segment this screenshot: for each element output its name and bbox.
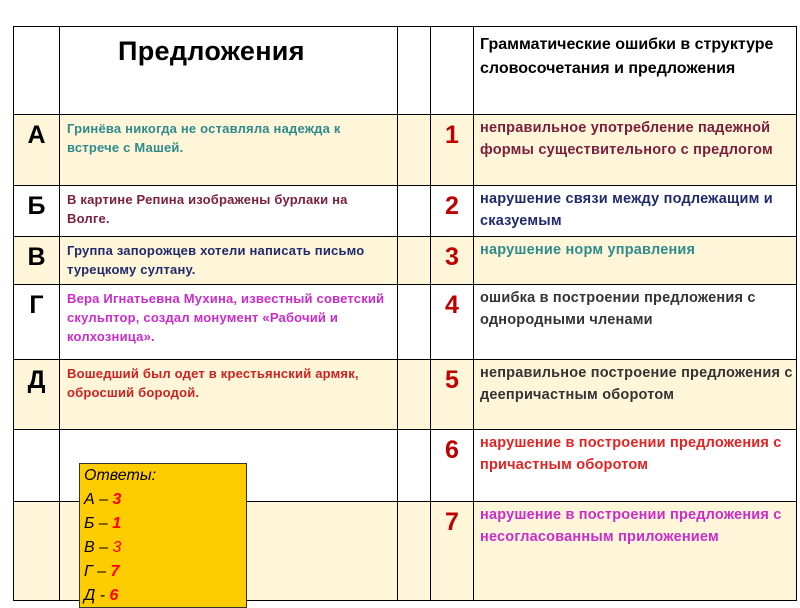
answer-letter: В — [84, 539, 95, 556]
answer-letter: А — [84, 491, 95, 508]
sentences-header-cell — [60, 27, 398, 115]
error-number: 2 — [445, 192, 459, 220]
answer-letter: Б — [84, 515, 95, 532]
errors-header: Грамматические ошибки в структуре словосочетания и предложения — [480, 36, 774, 77]
error-text: неправильное употребление падежной формы существительного с предлогом — [480, 120, 773, 158]
error-text: ошибка в построении предложения с однородными членами — [480, 290, 756, 328]
table-row — [14, 285, 797, 360]
answer-separator: – — [94, 515, 113, 532]
answer-separator: – — [94, 491, 113, 508]
answer-value: 6 — [109, 587, 119, 604]
gap-cell — [398, 360, 431, 430]
answer-line — [84, 536, 246, 560]
error-text: нарушение связи между подлежащим и сказуемым — [480, 191, 773, 229]
row-letter: Б — [27, 192, 46, 220]
error-text: нарушение в построении предложения с причастным оборотом — [480, 435, 782, 473]
answer-value: 3 — [112, 491, 122, 508]
row-letter: В — [27, 243, 46, 271]
answer-letter: Г — [84, 563, 93, 580]
error-text: неправильное построение предложения с деепричастным оборотом — [480, 365, 793, 403]
error-number: 1 — [445, 121, 459, 149]
row-letter: А — [27, 121, 46, 149]
gap-cell — [398, 502, 431, 601]
table-row — [14, 360, 797, 430]
row-letter: Г — [29, 291, 44, 319]
empty-letter-cell — [14, 430, 60, 502]
error-number: 5 — [445, 366, 459, 394]
answers-title: Ответы: — [84, 467, 157, 484]
errors-header-cell — [474, 27, 797, 115]
answer-value: 3 — [112, 539, 122, 556]
error-number: 6 — [445, 436, 459, 464]
sentence-text: Вера Игнатьевна Мухина, известный советский скульптор, создал монумент «Рабочий и колхозница». — [67, 291, 385, 344]
answer-value: 7 — [110, 563, 120, 580]
table-row — [14, 115, 797, 186]
empty-letter-cell — [14, 502, 60, 601]
error-number: 4 — [445, 291, 459, 319]
table-row — [14, 237, 797, 285]
sentence-text: Гринёва никогда не оставляла надежда к встрече с Машей. — [67, 121, 341, 155]
sentence-text: Группа запорожцев хотели написать письмо турецкому султану. — [67, 243, 365, 277]
error-text: нарушение в построении предложения с несогласованным приложением — [480, 507, 782, 545]
header-number-cell — [431, 27, 474, 115]
error-number: 3 — [445, 243, 459, 271]
answer-separator: - — [95, 587, 110, 604]
row-letter: Д — [27, 366, 46, 394]
sentence-text: В картине Репина изображены бурлаки на Волге. — [67, 192, 348, 226]
error-number: 7 — [445, 508, 459, 536]
gap-cell — [398, 115, 431, 186]
answer-value: 1 — [112, 515, 122, 532]
gap-cell — [398, 430, 431, 502]
answer-separator: – — [94, 539, 113, 556]
header-row — [14, 27, 797, 115]
header-empty-cell — [14, 27, 60, 115]
error-text: нарушение норм управления — [480, 242, 696, 258]
answer-separator: – — [92, 563, 111, 580]
sentence-text: Вошедший был одет в крестьянский армяк, обросший бородой. — [67, 366, 359, 400]
table-row — [14, 186, 797, 237]
sentences-header: Предложения — [118, 36, 305, 66]
answers-box — [79, 463, 247, 608]
answer-line — [84, 512, 246, 536]
answer-letter: Д — [84, 587, 96, 604]
gap-cell — [398, 285, 431, 360]
answer-line — [84, 584, 246, 608]
gap-cell — [398, 186, 431, 237]
gap-cell — [398, 237, 431, 285]
answer-line — [84, 488, 246, 512]
header-gap-cell — [398, 27, 431, 115]
answer-line — [84, 560, 246, 584]
